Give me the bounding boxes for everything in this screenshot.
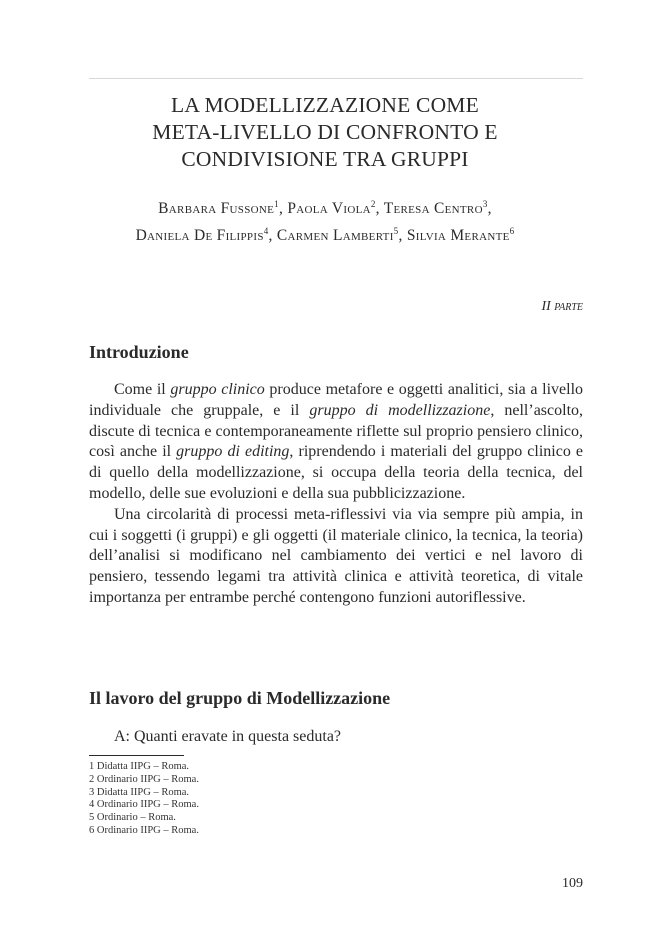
- author-name: Barbara Fussone: [158, 200, 275, 217]
- footnote: 4 Ordinario IIPG – Roma.: [89, 799, 199, 811]
- author-line: Barbara Fussone$^1$, Paola Viola$^2$, Teresa Centro$^3$,: [158, 199, 492, 217]
- author-name: Teresa Centro: [383, 200, 483, 217]
- emphasis: gruppo di editing: [176, 443, 290, 461]
- paragraph: Una circolarità di processi meta-riflessivi via via sempre più ampia, in cui i soggetti (i gruppi) e gli oggetti (il materiale clinico, la tecnica, la teoria) dell’analisi si modificano nel cambiamento dei vertici e nel lavoro di pensiero, tessendo legami tra attività clinica e attività teoretica, di vitale importanza per entrambe perché contengono funzioni autoriflessive.: [89, 505, 583, 606]
- header-rule: [89, 78, 583, 79]
- emphasis: gruppo clinico: [170, 381, 265, 398]
- section-heading-introduzione: Introduzione: [89, 342, 189, 362]
- section-heading-lavoro: Il lavoro del gruppo di Modellizzazione: [89, 688, 391, 708]
- part-word: parte: [554, 299, 583, 314]
- emphasis: gruppo di modellizzazione: [309, 401, 491, 419]
- part-label: [541, 299, 583, 315]
- footnote-rule: [89, 755, 184, 756]
- body-text: [89, 380, 583, 609]
- author-name: Daniela De Filippis: [135, 227, 264, 244]
- text-run: produce metafore e oggetti analitici, sia a livello individuale che gruppale, e il: [89, 381, 584, 419]
- text-run: Come il: [114, 381, 171, 398]
- author-list: [0, 193, 650, 247]
- footnote: 3 Didatta IIPG – Roma.: [89, 786, 190, 798]
- footnote: 1 Didatta IIPG – Roma.: [89, 761, 190, 772]
- text-run: , nell’ascolto, discute di tecnica e contemporaneamente riflette sul proprio pensiero clinico, così anche il: [89, 401, 584, 461]
- footnotes: [89, 761, 199, 838]
- paragraph: [89, 380, 583, 505]
- footnote: 5 Ordinario – Roma.: [89, 812, 176, 824]
- footnote-ref: 5: [393, 226, 399, 236]
- author-name: Paola Viola: [287, 200, 371, 217]
- footnote: 2 Ordinario IIPG – Roma.: [89, 773, 199, 785]
- title-line: META-LIVELLO DI CONFRONTO E: [152, 120, 498, 144]
- text-run: , riprendendo i materiali del gruppo clinico e di quello della modellizzazione, si occupa della teoria della tecnica, del modello, delle sue evoluzioni e della sua pubblicizzazione.: [89, 443, 584, 502]
- footnote-ref: 2: [370, 199, 376, 209]
- footnote-ref: 1: [274, 199, 279, 209]
- title-line: CONDIVISIONE TRA GRUPPI: [181, 147, 469, 171]
- author-name: Silvia Merante: [406, 227, 510, 244]
- title-line: LA MODELLIZZAZIONE COME: [171, 93, 479, 117]
- dialogue-line: A: Quanti eravate in questa seduta?: [114, 728, 342, 745]
- author-line: Daniela De Filippis$^4$, Carmen Lamberti$^5$, Silvia Merante$^6$: [135, 226, 515, 244]
- footnote-ref: 4: [263, 226, 269, 236]
- page-number: 109: [562, 876, 583, 891]
- article-title: [0, 92, 650, 173]
- footnote-ref: 3: [482, 199, 488, 209]
- author-name: Carmen Lamberti: [276, 227, 394, 244]
- footnote: 6 Ordinario IIPG – Roma.: [89, 824, 199, 836]
- footnote-ref: 6: [509, 226, 515, 236]
- part-numeral: II: [541, 299, 551, 314]
